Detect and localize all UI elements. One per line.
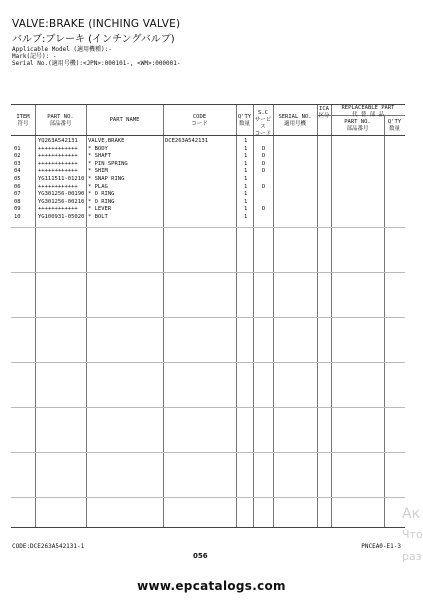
part-no-cell: ++++++++++++ — [38, 145, 78, 152]
part-no-cell: ++++++++++++ — [38, 168, 78, 175]
item-cell: 02 — [14, 153, 21, 160]
row-group-rule — [11, 227, 405, 228]
part-no-cell: ++++++++++++ — [38, 206, 78, 213]
sc-cell: D — [262, 153, 266, 160]
sc-cell: D — [262, 183, 266, 190]
row-group-rule — [11, 362, 405, 363]
part-name-cell: * PLAG — [88, 183, 108, 190]
header-part-name: PART NAME — [109, 117, 140, 123]
header-repl-part-no: PART NO. 部品番号 — [344, 119, 371, 132]
row-group-rule — [11, 317, 405, 318]
mark: Mark(記号): - — [12, 53, 57, 60]
qty-cell: 1 — [244, 176, 248, 182]
header-code: CODE コード — [191, 114, 208, 127]
sc-cell: D — [262, 145, 266, 152]
part-name-cell: * BODY — [88, 145, 108, 152]
part-no-cell: YG100931-05020 — [38, 214, 85, 220]
qty-cell: 1 — [244, 214, 248, 220]
applicable-model: Applicable Model (適用機種):- — [12, 46, 112, 53]
part-name-cell: * SHAFT — [88, 153, 112, 160]
col-divider — [236, 105, 237, 527]
col-divider — [163, 105, 164, 527]
part-no-cell: ++++++++++++ — [38, 183, 78, 190]
qty-cell: 1 — [244, 145, 248, 152]
col-divider — [35, 105, 36, 527]
part-name-cell: * LEVER — [88, 206, 112, 213]
header-ica: ICA 区分 — [318, 106, 330, 119]
watermark-text: Что — [402, 528, 423, 541]
header-repl-qty: Q'TY 数量 — [387, 119, 402, 132]
page-title: VALVE:BRAKE (INCHING VALVE) — [12, 18, 181, 30]
row-group-rule — [11, 497, 405, 498]
page-number: 056 — [193, 552, 208, 560]
watermark-text: Ак — [402, 506, 421, 522]
col-divider — [317, 105, 318, 527]
part-name-cell: * O RING — [88, 191, 115, 198]
part-no-cell: YG301256-00210 — [38, 198, 85, 205]
col-divider — [331, 105, 332, 527]
qty-cell: 1 — [244, 198, 248, 205]
header-replaceable: REPLACEABLE PART 代 替 部 品 — [341, 105, 395, 118]
sc-cell: D — [262, 168, 266, 175]
watermark-text: раз — [402, 550, 422, 563]
qty-cell: 1 — [244, 206, 248, 213]
part-name-cell: * O RING — [88, 198, 115, 205]
header-serial: SERIAL NO. 適用号機 — [278, 114, 312, 127]
item-cell: 06 — [14, 183, 21, 190]
part-name-cell: * SHIM — [88, 168, 108, 175]
header-part-no: PART NO. 部品番号 — [47, 114, 74, 127]
header-item: ITEM 符号 — [16, 114, 30, 127]
part-name-cell: * PIN SPRING — [88, 160, 128, 167]
header-sc: S.C サービス コード — [254, 110, 272, 137]
website-link[interactable]: www.epcatalogs.com — [137, 579, 286, 593]
row-group-rule — [11, 452, 405, 453]
part-no-cell: YQ263A542131 — [38, 138, 78, 144]
qty-cell: 1 — [244, 191, 248, 198]
col-divider — [86, 105, 87, 527]
item-cell: 09 — [14, 206, 21, 213]
row-group-rule — [11, 407, 405, 408]
qty-cell: 1 — [244, 183, 248, 190]
sc-cell: D — [262, 206, 266, 213]
item-cell: 03 — [14, 160, 21, 167]
item-cell: 10 — [14, 214, 21, 220]
item-cell: 05 — [14, 176, 21, 182]
header-rule — [11, 135, 405, 136]
footer-code: CODE:DCE263A542131-1 — [12, 543, 85, 550]
item-cell: 04 — [14, 168, 21, 175]
serial-info: Serial No.(適用号機):<JPN>:000101-, <WM>:000001- — [12, 60, 181, 67]
qty-cell: 1 — [244, 138, 248, 144]
item-cell: 01 — [14, 145, 21, 152]
part-name-cell: VALVE,BRAKE — [88, 138, 125, 144]
page-subtitle: バルブ:ブレーキ (インチングバルブ) — [12, 34, 175, 45]
col-divider — [253, 105, 254, 527]
qty-cell: 1 — [244, 153, 248, 160]
row-group-rule — [11, 272, 405, 273]
sc-cell: D — [262, 160, 266, 167]
item-cell: 08 — [14, 198, 21, 205]
part-name-cell: * BOLT — [88, 214, 108, 220]
code-cell: DCE263A542131 — [165, 138, 209, 144]
part-no-cell: YG301256-00190 — [38, 191, 85, 198]
part-name-cell: * SNAP RING — [88, 176, 125, 182]
header-qty: Q'TY 数量 — [237, 114, 252, 127]
part-no-cell: YG111511-01210 — [38, 176, 85, 182]
qty-cell: 1 — [244, 160, 248, 167]
parts-table — [11, 104, 405, 528]
col-divider — [384, 115, 385, 527]
part-no-cell: ++++++++++++ — [38, 153, 78, 160]
col-divider — [273, 105, 274, 527]
part-no-cell: ++++++++++++ — [38, 160, 78, 167]
item-cell: 07 — [14, 191, 21, 198]
footer-ref: PNCEA0-E1-3 — [361, 543, 401, 550]
qty-cell: 1 — [244, 168, 248, 175]
